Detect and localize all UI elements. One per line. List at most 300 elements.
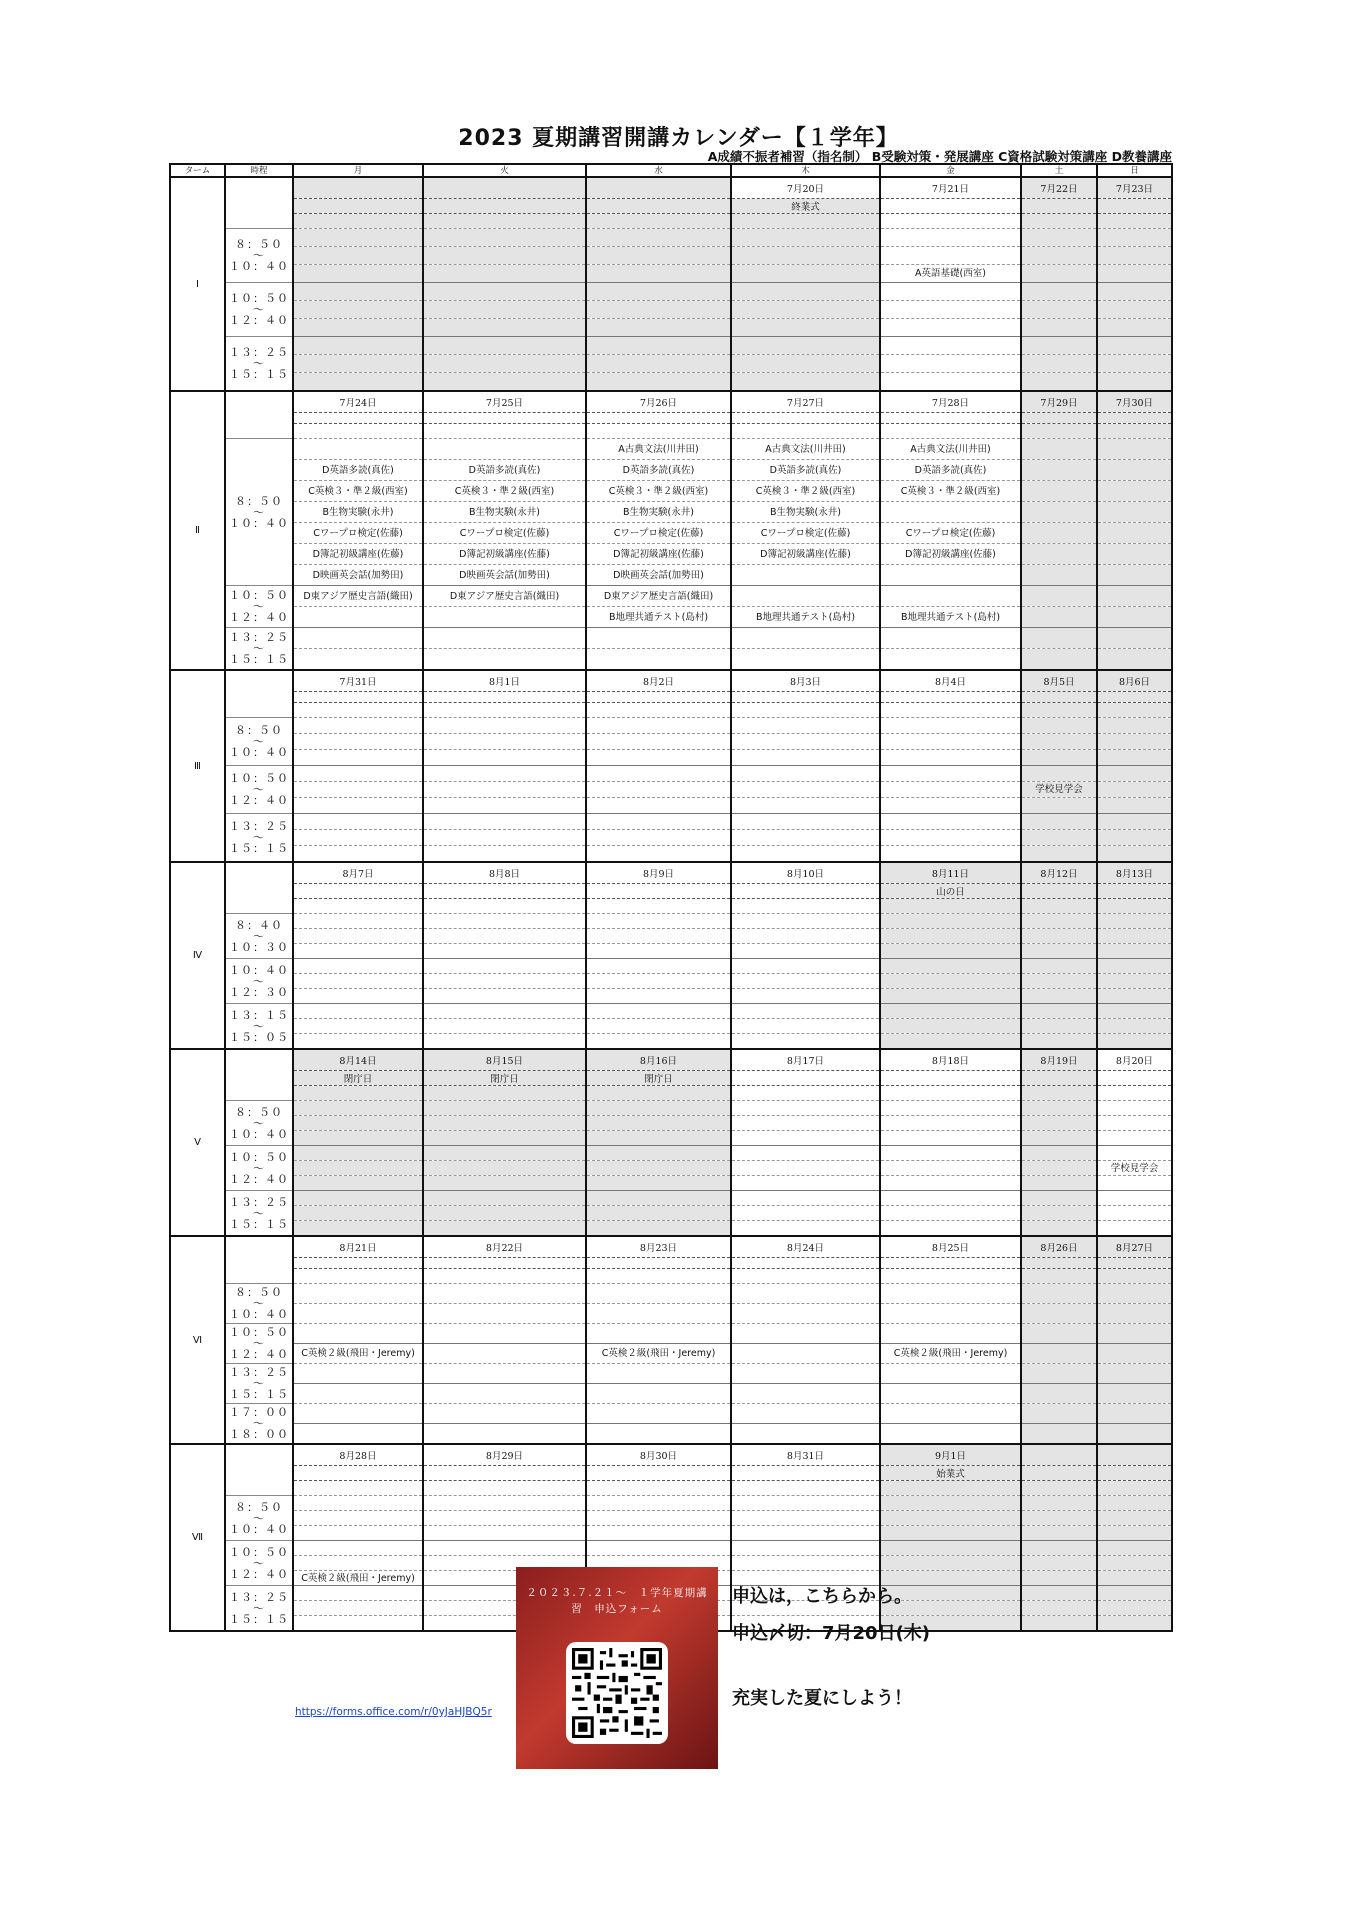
course-entry: Cワープロ検定(佐藤) (731, 523, 880, 544)
day-date: 8月9日 (586, 862, 731, 884)
day-date: 8月17日 (731, 1049, 880, 1071)
day-slot (880, 830, 1021, 846)
day-slot (880, 1004, 1021, 1019)
day-slot (1097, 1116, 1172, 1131)
time-part: ～ (253, 831, 265, 844)
day-date (1097, 1444, 1172, 1466)
course-entry: D英語多読(真佐) (293, 460, 423, 481)
time-part: ～ (253, 600, 265, 613)
day-slot (880, 1161, 1021, 1176)
day-slot (423, 914, 586, 929)
time-part: ～ (253, 1601, 265, 1615)
day-slot (880, 703, 1021, 718)
day-date: 8月6日 (1097, 670, 1172, 692)
day-note (731, 884, 880, 899)
day-slot (586, 1034, 731, 1050)
day-slot (1097, 846, 1172, 863)
day-slot (293, 734, 423, 750)
day-slot (423, 337, 586, 355)
qr-code-icon[interactable] (566, 1642, 668, 1744)
day-slot (731, 1526, 880, 1541)
qr-code-graphic (572, 1648, 662, 1738)
day-date (1021, 1444, 1097, 1466)
day-slot (1021, 502, 1097, 523)
day-slot (1021, 628, 1097, 649)
day-slot (1021, 1304, 1097, 1324)
time-slot (225, 283, 293, 337)
day-slot (1097, 1206, 1172, 1221)
day-slot (1021, 974, 1097, 989)
day-slot (423, 1324, 586, 1344)
day-slot (423, 1221, 586, 1237)
day-slot (880, 628, 1021, 649)
course-entry: C英検３・準２級(西室) (731, 481, 880, 502)
day-slot (423, 974, 586, 989)
day-slot (731, 586, 880, 607)
day-slot (1021, 424, 1097, 439)
day-slot (293, 1601, 423, 1616)
form-url-link[interactable]: https://forms.office.com/r/0yJaHJBQ5r (295, 1706, 492, 1718)
day-slot (1097, 830, 1172, 846)
day-slot (1021, 319, 1097, 337)
day-slot (731, 1004, 880, 1019)
day-date: 8月16日 (586, 1049, 731, 1071)
time-part: ～ (253, 735, 265, 748)
day-slot (423, 1034, 586, 1050)
time-slot (225, 628, 293, 671)
day-slot (880, 1541, 1021, 1556)
day-slot (423, 1304, 586, 1324)
qr-poster[interactable] (516, 1567, 718, 1769)
day-slot (293, 1086, 423, 1101)
day-slot (880, 1221, 1021, 1237)
day-slot (731, 1496, 880, 1511)
day-slot (1021, 1511, 1097, 1526)
time-part: １０：４０ (229, 1308, 289, 1321)
day-slot (423, 1206, 586, 1221)
day-slot (1097, 914, 1172, 929)
day-slot (423, 1086, 586, 1101)
time-part: １３：１５ (229, 1008, 289, 1022)
day-date: 7月31日 (293, 670, 423, 692)
day-date (586, 177, 731, 199)
day-slot (1097, 247, 1172, 265)
day-slot (423, 319, 586, 337)
day-slot (586, 1424, 731, 1445)
time-slot (225, 718, 293, 766)
day-slot (293, 1116, 423, 1131)
day-slot (1021, 1496, 1097, 1511)
day-slot (880, 229, 1021, 247)
day-slot (731, 750, 880, 766)
time-slot (225, 814, 293, 863)
day-slot (731, 1019, 880, 1034)
day-slot (880, 1404, 1021, 1424)
day-slot (731, 974, 880, 989)
day-slot (880, 1146, 1021, 1161)
day-date: 7月21日 (880, 177, 1021, 199)
period-blank (225, 1049, 293, 1101)
time-part: ～ (253, 357, 265, 370)
day-slot (293, 628, 423, 649)
day-slot (586, 814, 731, 830)
day-slot (1097, 523, 1172, 544)
time-part: ～ (253, 1206, 265, 1220)
time-part: ～ (253, 1297, 265, 1310)
day-slot (731, 989, 880, 1004)
time-slot (225, 337, 293, 392)
time-part: ８：５０ (235, 1286, 283, 1299)
day-slot (293, 798, 423, 814)
day-slot (731, 1511, 880, 1526)
day-slot (1021, 944, 1097, 959)
day-date: 8月20日 (1097, 1049, 1172, 1071)
course-entry: C英検３・準２級(西室) (586, 481, 731, 502)
day-slot (1021, 1086, 1097, 1101)
day-slot (293, 1541, 423, 1556)
day-slot (1021, 1424, 1097, 1445)
day-slot (423, 1424, 586, 1445)
day-slot (1097, 229, 1172, 247)
time-part: １２：４０ (229, 794, 289, 807)
day-slot (1021, 718, 1097, 734)
day-slot (1021, 1284, 1097, 1304)
day-slot (423, 782, 586, 798)
time-slot (225, 229, 293, 283)
day-slot (293, 1481, 423, 1496)
day-note (1021, 1466, 1097, 1481)
day-date: 8月4日 (880, 670, 1021, 692)
course-entry: D映画英会話(加勢田) (586, 565, 731, 586)
day-slot (293, 1526, 423, 1541)
time-part: １２：４０ (229, 1172, 289, 1186)
course-entry: D映画英会話(加勢田) (293, 565, 423, 586)
time-part: １３：２５ (229, 820, 289, 833)
day-slot (293, 846, 423, 863)
day-slot (1097, 301, 1172, 319)
day-slot (293, 1146, 423, 1161)
day-slot (423, 814, 586, 830)
day-note (880, 1258, 1021, 1269)
time-part: １０：５０ (229, 1150, 289, 1164)
course-entry: B生物実験(永井) (586, 502, 731, 523)
time-part: １５：１５ (229, 1217, 289, 1231)
day-slot (1021, 586, 1097, 607)
day-slot (1097, 1526, 1172, 1541)
day-date: 7月23日 (1097, 177, 1172, 199)
time-part: １２：３０ (229, 985, 289, 999)
day-slot (423, 718, 586, 734)
day-slot (423, 1481, 586, 1496)
day-slot (293, 1496, 423, 1511)
day-date: 8月23日 (586, 1236, 731, 1258)
day-slot (880, 1364, 1021, 1384)
day-slot (731, 1324, 880, 1344)
day-slot (1021, 1571, 1097, 1586)
day-slot (586, 424, 731, 439)
day-slot (880, 355, 1021, 373)
day-slot (586, 265, 731, 283)
day-slot (1097, 734, 1172, 750)
time-slot (225, 1541, 293, 1586)
day-date: 8月10日 (731, 862, 880, 884)
time-part: ～ (253, 303, 265, 316)
time-part: １２：４０ (229, 611, 289, 624)
day-slot (880, 1116, 1021, 1131)
day-slot (423, 247, 586, 265)
day-date: 7月22日 (1021, 177, 1097, 199)
day-slot (293, 989, 423, 1004)
day-note (1097, 1258, 1172, 1269)
period-blank (225, 1444, 293, 1496)
day-slot (1097, 1481, 1172, 1496)
time-part: ～ (253, 929, 265, 943)
course-entry: D東アジア歴史言語(織田) (423, 586, 586, 607)
day-slot (731, 766, 880, 782)
day-slot (1097, 782, 1172, 798)
day-date: 8月8日 (423, 862, 586, 884)
day-slot (880, 944, 1021, 959)
header-day: 金 (880, 164, 1021, 177)
day-date: 8月29日 (423, 1444, 586, 1466)
period-blank (225, 1236, 293, 1284)
day-slot (880, 1496, 1021, 1511)
day-slot (1097, 1384, 1172, 1404)
time-part: １０：５０ (229, 772, 289, 785)
day-slot (1021, 544, 1097, 565)
day-slot (1097, 1034, 1172, 1050)
day-date: 7月25日 (423, 391, 586, 413)
day-slot (586, 703, 731, 718)
day-slot (1021, 283, 1097, 301)
day-slot (423, 1161, 586, 1176)
day-date: 8月11日 (880, 862, 1021, 884)
day-slot (423, 1284, 586, 1304)
day-note (1021, 199, 1097, 214)
day-slot (293, 1161, 423, 1176)
day-slot (293, 607, 423, 628)
day-slot (731, 265, 880, 283)
day-note (880, 413, 1021, 424)
day-slot (1021, 1601, 1097, 1616)
day-slot (731, 1191, 880, 1206)
course-entry: A古典文法(川井田) (731, 439, 880, 460)
day-slot (731, 1541, 880, 1556)
course-entry: B地理共通テスト(島村) (731, 607, 880, 628)
day-slot (731, 959, 880, 974)
day-slot (1021, 460, 1097, 481)
day-slot (1097, 1004, 1172, 1019)
day-slot (1021, 229, 1097, 247)
day-slot (731, 830, 880, 846)
course-entry: D東アジア歴史言語(織田) (586, 586, 731, 607)
time-part: １０：５０ (229, 589, 289, 602)
day-slot (731, 1221, 880, 1237)
period-blank (225, 177, 293, 229)
day-slot (1097, 586, 1172, 607)
term-label: Ⅱ (170, 391, 225, 670)
day-slot (586, 750, 731, 766)
day-slot (880, 649, 1021, 671)
day-slot (293, 974, 423, 989)
day-slot (1021, 355, 1097, 373)
day-slot (1021, 1269, 1097, 1284)
course-entry: C英検２級(飛田・Jeremy) (293, 1571, 423, 1586)
day-date: 7月24日 (293, 391, 423, 413)
day-date: 7月20日 (731, 177, 880, 199)
day-slot (586, 914, 731, 929)
day-note (1097, 199, 1172, 214)
day-slot (880, 846, 1021, 863)
day-date: 8月19日 (1021, 1049, 1097, 1071)
day-slot (423, 355, 586, 373)
term-label: Ⅲ (170, 670, 225, 862)
application-info (732, 1578, 930, 1717)
day-note-label: 閉庁日 (586, 1071, 731, 1086)
day-slot (586, 319, 731, 337)
day-slot (423, 1511, 586, 1526)
day-slot (293, 337, 423, 355)
course-entry: B生物実験(永井) (731, 502, 880, 523)
day-date: 8月18日 (880, 1049, 1021, 1071)
day-slot (1097, 649, 1172, 671)
course-entry: Cワープロ検定(佐藤) (586, 523, 731, 544)
day-slot (1021, 1034, 1097, 1050)
day-slot (423, 424, 586, 439)
day-slot (293, 1404, 423, 1424)
day-slot (423, 899, 586, 914)
day-note (293, 199, 423, 214)
day-slot (1097, 607, 1172, 628)
day-slot (423, 439, 586, 460)
day-slot (423, 1364, 586, 1384)
day-slot (423, 229, 586, 247)
time-part: ～ (253, 1116, 265, 1130)
day-note (423, 1258, 586, 1269)
day-slot (1021, 1161, 1097, 1176)
day-slot (1021, 565, 1097, 586)
day-slot (1021, 1101, 1097, 1116)
header-day: 水 (586, 164, 731, 177)
day-slot (423, 1384, 586, 1404)
day-slot (293, 1324, 423, 1344)
day-slot (1097, 265, 1172, 283)
term-label: Ⅰ (170, 177, 225, 391)
time-part: ～ (253, 1019, 265, 1033)
day-slot (1097, 1601, 1172, 1616)
day-slot (731, 649, 880, 671)
calendar-table (169, 163, 1173, 1632)
day-slot (423, 944, 586, 959)
day-slot (1021, 439, 1097, 460)
header-day: 日 (1097, 164, 1172, 177)
day-date: 8月5日 (1021, 670, 1097, 692)
course-entry: C英検３・準２級(西室) (293, 481, 423, 502)
day-slot (880, 1324, 1021, 1344)
time-part: １８：００ (229, 1428, 289, 1441)
time-slot (225, 766, 293, 814)
day-slot (423, 1116, 586, 1131)
day-slot (731, 1034, 880, 1050)
day-slot (293, 319, 423, 337)
day-slot (586, 373, 731, 392)
day-slot (1097, 1324, 1172, 1344)
day-date: 7月28日 (880, 391, 1021, 413)
day-slot (1021, 1191, 1097, 1206)
day-slot (586, 959, 731, 974)
day-slot (293, 750, 423, 766)
day-slot (1021, 798, 1097, 814)
day-slot (1021, 247, 1097, 265)
day-slot (731, 944, 880, 959)
course-entry: B生物実験(永井) (293, 502, 423, 523)
time-part: ８：５０ (235, 494, 283, 508)
day-note (423, 199, 586, 214)
day-slot (423, 214, 586, 229)
day-slot (586, 1324, 731, 1344)
day-slot (423, 959, 586, 974)
day-slot (1097, 1616, 1172, 1632)
time-slot (225, 959, 293, 1004)
day-note (880, 199, 1021, 214)
day-slot (586, 974, 731, 989)
day-slot (293, 373, 423, 392)
day-slot (293, 247, 423, 265)
day-slot (586, 283, 731, 301)
day-slot (1021, 1004, 1097, 1019)
time-part: ～ (253, 249, 265, 262)
day-slot (586, 766, 731, 782)
course-entry: C英検３・準２級(西室) (423, 481, 586, 502)
day-slot (586, 247, 731, 265)
day-slot (731, 1176, 880, 1191)
day-slot (1097, 319, 1172, 337)
apply-deadline-text: 申込〆切：7月20日(木) (732, 1623, 931, 1644)
day-slot (586, 734, 731, 750)
day-slot (1021, 750, 1097, 766)
day-slot (731, 703, 880, 718)
day-slot (586, 1101, 731, 1116)
day-note (731, 1466, 880, 1481)
day-slot (1021, 607, 1097, 628)
day-slot (1097, 544, 1172, 565)
time-slot (225, 1191, 293, 1237)
day-slot (1097, 355, 1172, 373)
day-note (1097, 692, 1172, 703)
day-slot (880, 214, 1021, 229)
day-slot (586, 649, 731, 671)
time-slot (225, 1284, 293, 1324)
day-slot (423, 798, 586, 814)
time-part: １０：４０ (229, 963, 289, 977)
time-slot (225, 914, 293, 959)
day-slot (423, 301, 586, 319)
day-slot (293, 424, 423, 439)
day-slot (880, 929, 1021, 944)
course-entry: D簿記初級講座(佐藤) (293, 544, 423, 565)
day-slot (880, 301, 1021, 319)
day-slot (586, 1541, 731, 1556)
day-slot (293, 229, 423, 247)
day-note (1097, 1466, 1172, 1481)
time-slot (225, 439, 293, 586)
day-slot (1097, 703, 1172, 718)
time-slot (225, 586, 293, 628)
day-slot (1021, 1146, 1097, 1161)
day-slot (293, 782, 423, 798)
day-date: 8月21日 (293, 1236, 423, 1258)
day-slot (731, 628, 880, 649)
